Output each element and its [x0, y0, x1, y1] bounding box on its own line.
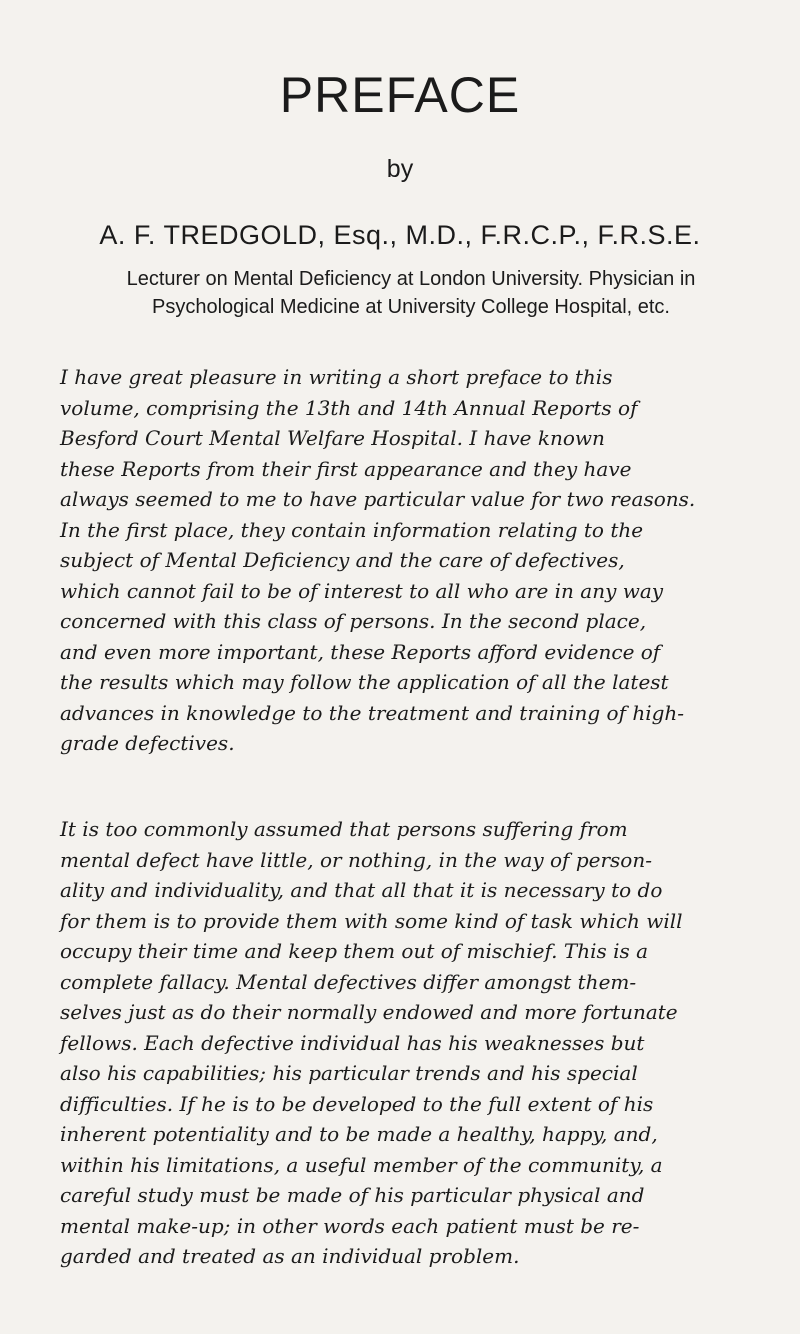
- affiliation-line: Lecturer on Mental Deficiency at London University. Physician in: [126, 268, 696, 290]
- paragraph-line: inherent potentiality and to be made a healthy, happy, and,: [60, 1122, 658, 1146]
- paragraph-line: also his capabilities; his particular trends and his special: [60, 1061, 638, 1085]
- affiliation-line: Psychological Medicine at University College Hospital, etc.: [151, 296, 670, 318]
- author-affiliation: [76, 265, 746, 321]
- paragraph-line: grade defectives.: [60, 731, 235, 755]
- paragraph-line: the results which may follow the application of all the latest: [60, 670, 669, 694]
- paragraph-line: fellows. Each defective individual has his weaknesses but: [60, 1030, 645, 1055]
- paragraph-line: subject of Mental Deficiency and the care of defectives,: [60, 548, 625, 572]
- paragraph-1: [60, 362, 750, 759]
- paragraph-line: advances in knowledge to the treatment and training of high-: [60, 700, 685, 725]
- paragraph-line: these Reports from their first appearance and they have: [60, 456, 632, 481]
- paragraph-line: always seemed to me to have particular value for two reasons.: [60, 487, 696, 511]
- paragraph-line: complete fallacy. Mental defectives differ amongst them-: [60, 969, 637, 994]
- paragraph-line: garded and treated as an individual problem.: [60, 1244, 520, 1268]
- paragraph-line: which cannot fail to be of interest to all who are in any way: [60, 578, 664, 603]
- paragraph-line: In the first place, they contain information relating to the: [60, 517, 644, 542]
- paragraph-line: I have great pleasure in writing a short preface to this: [60, 365, 613, 389]
- paragraph-line: occupy their time and keep them out of mischief. This is a: [60, 939, 649, 963]
- paragraph-2: [60, 814, 750, 1272]
- paragraph-line: Besford Court Mental Welfare Hospital. I have known: [60, 426, 605, 450]
- paragraph-line: for them is to provide them with some kind of task which will: [60, 908, 683, 933]
- paragraph-line: mental make-up; in other words each patient must be re-: [60, 1213, 640, 1238]
- paragraph-line: ality and individuality, and that all that it is necessary to do: [60, 878, 663, 902]
- author-name: A. F. TREDGOLD, Esq., M.D., F.R.C.P., F.R.S.E.: [99, 220, 701, 250]
- paragraph-line: concerned with this class of persons. In the second place,: [60, 609, 647, 633]
- paragraph-line: and even more important, these Reports afford evidence of: [60, 639, 661, 664]
- paragraph-line: volume, comprising the 13th and 14th Annual Reports of: [60, 395, 638, 420]
- paragraph-line: It is too commonly assumed that persons suffering from: [60, 817, 628, 841]
- paragraph-line: difficulties. If he is to be developed to the full extent of his: [60, 1091, 654, 1116]
- paragraph-line: within his limitations, a useful member of the community, a: [60, 1152, 663, 1177]
- paragraph-line: selves just as do their normally endowed and more fortunate: [60, 1000, 678, 1024]
- byline-by: by: [386, 155, 414, 183]
- paragraph-line: careful study must be made of his particular physical and: [60, 1183, 645, 1207]
- page-title: PREFACE: [279, 67, 521, 123]
- paragraph-line: mental defect have little, or nothing, in the way of person-: [60, 847, 652, 872]
